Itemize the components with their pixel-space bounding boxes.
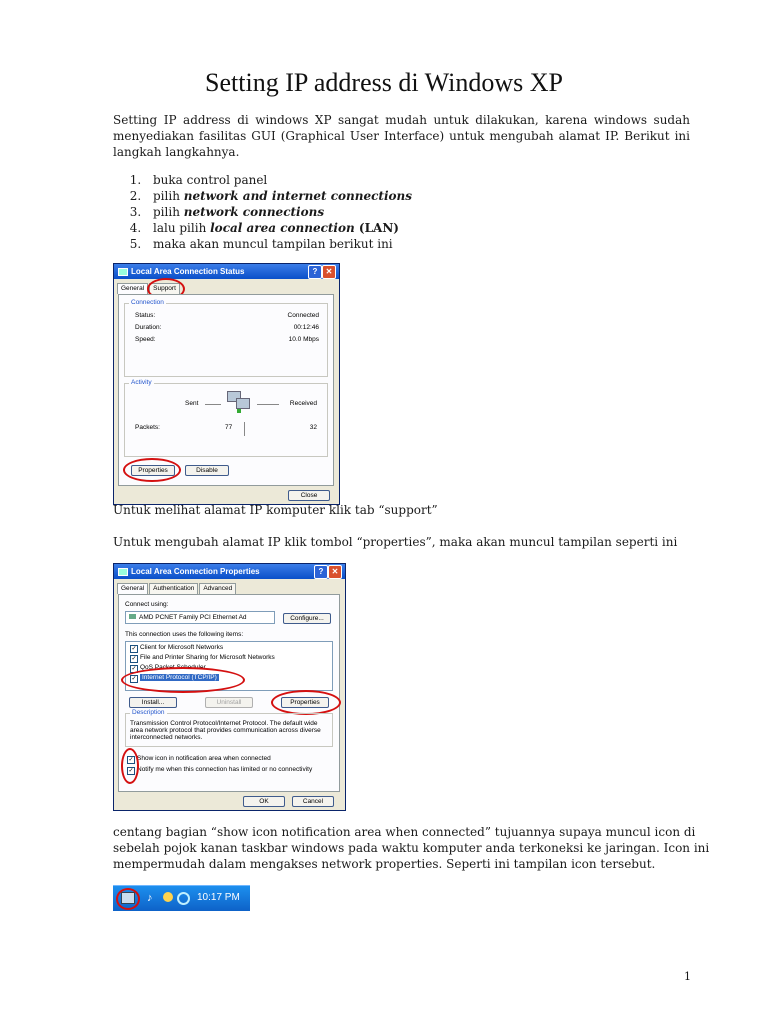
- cancel-button[interactable]: Cancel: [292, 796, 334, 807]
- packets-label: Packets:: [135, 424, 160, 431]
- clock[interactable]: 10:17 PM: [197, 892, 240, 903]
- icon-paragraph: centang bagian “show icon notification area when connected” tujuannya supaya muncul icon di sebelah pojok kanan taskbar windows pada waktu komputer anda terkoneksi ke jaringan. Icon ini mempermudah dalam mengakses network properties. Seperti ini tampilan icon tersebut.: [113, 825, 710, 871]
- close-button[interactable]: Close: [288, 490, 330, 501]
- status-dialog-titlebar: Local Area Connection Status ? ✕: [114, 264, 339, 279]
- status-panel: [118, 294, 334, 486]
- intro-paragraph: Setting IP address di windows XP sangat mudah untuk dilakukan, karena windows sudah menyediakan fasilitas GUI (Graphical User Interface) untuk mengubah alamat IP. Berikut ini langkah langkahnya.: [113, 113, 690, 159]
- close-icon[interactable]: ✕: [328, 565, 342, 579]
- ok-button[interactable]: OK: [243, 796, 285, 807]
- help-button[interactable]: ?: [308, 265, 322, 279]
- list-item[interactable]: QoS Packet Scheduler: [140, 664, 206, 671]
- activity-divider: [244, 422, 245, 436]
- connect-using-label: Connect using:: [125, 601, 169, 608]
- properties-button[interactable]: Properties: [281, 697, 329, 708]
- connection-group: [124, 299, 328, 377]
- step-item: 3. pilih network connections: [145, 204, 545, 220]
- close-icon[interactable]: ✕: [322, 265, 336, 279]
- highlight-ring: [116, 888, 140, 910]
- items-label: This connection uses the following items:: [125, 631, 244, 638]
- page-number: 1: [684, 970, 691, 983]
- tab-general[interactable]: General: [117, 283, 148, 294]
- item-checkbox[interactable]: ✓: [131, 646, 137, 652]
- packets-received: 32: [309, 424, 317, 431]
- show-icon-checkbox[interactable]: ✓: [128, 757, 134, 763]
- speed-label: Speed:: [135, 336, 156, 343]
- tab-support[interactable]: Support: [149, 283, 180, 294]
- highlight-ring: [271, 690, 341, 715]
- description-text: Transmission Control Protocol/Internet Protocol. The default wide area network protocol that provides communication across diverse interconnected networks.: [130, 720, 321, 741]
- sent-label: Sent: [185, 400, 199, 407]
- description-label: Description: [132, 709, 165, 716]
- item-checkbox[interactable]: ✓: [131, 656, 137, 662]
- general-panel: [118, 594, 340, 792]
- uninstall-button: Uninstall: [205, 697, 253, 708]
- support-paragraph: Untuk melihat alamat IP komputer klik tab “support”: [113, 503, 438, 517]
- tab-authentication[interactable]: Authentication: [149, 583, 198, 594]
- notify-label: Notify me when this connection has limited or no connectivity: [137, 766, 313, 773]
- highlight-ring: [121, 667, 245, 693]
- adapter-field: AMD PCNET Family PCI Ethernet Ad: [125, 611, 275, 624]
- steps-list: [113, 172, 545, 252]
- highlight-ring: [121, 748, 139, 784]
- show-icon-label: Show icon in notification area when connected: [137, 755, 271, 762]
- description-group: [125, 709, 333, 747]
- speed-value: 10.0 Mbps: [288, 336, 319, 343]
- install-button[interactable]: Install...: [129, 697, 177, 708]
- properties-paragraph: Untuk mengubah alamat IP klik tombol “properties”, maka akan muncul tampilan seperti ini: [113, 535, 678, 549]
- status-value: Connected: [287, 312, 319, 319]
- properties-dialog-screenshot: [113, 563, 346, 811]
- received-line: [257, 404, 279, 405]
- activity-group-label: Activity: [131, 379, 152, 386]
- network-icon: [118, 268, 128, 276]
- status-dialog-screenshot: [113, 263, 340, 505]
- duration-value: 00:12:46: [293, 324, 319, 331]
- list-item[interactable]: Client for Microsoft Networks: [140, 644, 224, 651]
- step-item: 5. maka akan muncul tampilan berikut ini: [145, 236, 545, 252]
- properties-dialog-titlebar: Local Area Connection Properties ? ✕: [114, 564, 345, 579]
- step-item: 1. buka control panel: [145, 172, 545, 188]
- item-checkbox[interactable]: ✓: [131, 676, 137, 682]
- search-icon[interactable]: [177, 892, 190, 905]
- item-checkbox[interactable]: ✓: [131, 666, 137, 672]
- tab-advanced[interactable]: Advanced: [199, 583, 236, 594]
- taskbar-tray-screenshot: [113, 885, 250, 911]
- adapter-icon: [129, 614, 136, 619]
- activity-group: [124, 379, 328, 457]
- update-icon[interactable]: [163, 892, 173, 902]
- received-label: Received: [289, 400, 317, 407]
- duration-label: Duration:: [135, 324, 162, 331]
- list-item-selected[interactable]: Internet Protocol (TCP/IP): [142, 674, 217, 681]
- help-button[interactable]: ?: [314, 565, 328, 579]
- speaker-icon[interactable]: ♪: [147, 892, 153, 904]
- document-title: Setting IP address di Windows XP: [205, 68, 563, 97]
- list-item[interactable]: File and Printer Sharing for Microsoft Networks: [140, 654, 275, 661]
- highlight-ring: [123, 458, 181, 482]
- network-activity-icon: [225, 389, 251, 415]
- sent-line: [205, 404, 221, 405]
- packets-sent: 77: [225, 424, 233, 431]
- tab-general[interactable]: General: [117, 583, 148, 594]
- step-item: 2. pilih network and internet connections: [145, 188, 545, 204]
- properties-button[interactable]: Properties: [131, 465, 175, 476]
- network-icon: [118, 568, 128, 576]
- connection-group-label: Connection: [131, 299, 164, 306]
- step-item: 4. lalu pilih local area connection (LAN): [145, 220, 545, 236]
- status-label: Status:: [135, 312, 156, 319]
- notify-checkbox[interactable]: ✓: [128, 768, 134, 774]
- disable-button[interactable]: Disable: [185, 465, 229, 476]
- configure-button[interactable]: Configure...: [283, 613, 331, 624]
